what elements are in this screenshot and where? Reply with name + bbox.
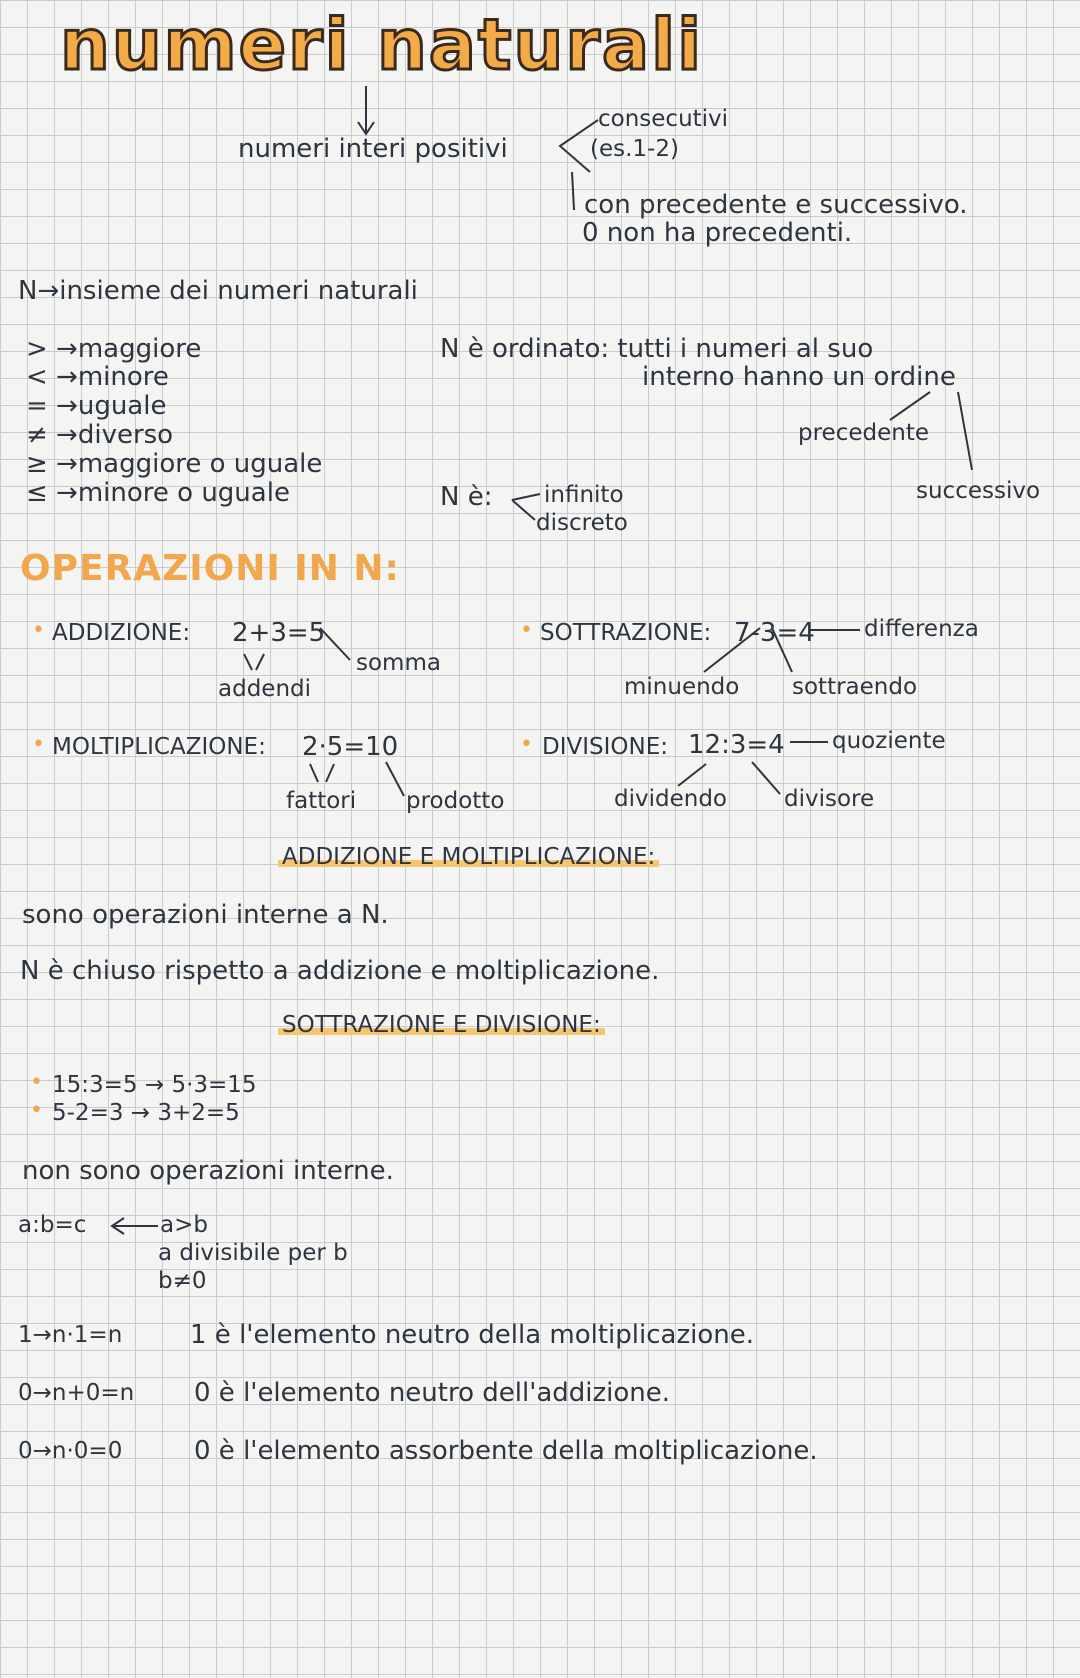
addition-terms: addendi	[218, 676, 312, 702]
bullet-dot: •	[32, 732, 45, 757]
condition-item: b≠0	[158, 1268, 207, 1294]
property-formula: 0→n·0=0	[18, 1438, 123, 1464]
division-result: quoziente	[832, 728, 946, 754]
bullet-dot: •	[520, 732, 533, 757]
bullet-dot: •	[30, 1098, 43, 1123]
page-title: numeri naturali	[60, 4, 704, 86]
closed-statement: N è chiuso rispetto a addizione e moltiplicazione.	[20, 956, 660, 986]
subtraction-result: differenza	[864, 616, 979, 642]
example-item: 15:3=5 → 5·3=15	[52, 1072, 257, 1098]
bullet-dot: •	[32, 618, 45, 643]
condition-item: a divisibile per b	[158, 1240, 348, 1266]
bullet-dot: •	[30, 1070, 43, 1095]
addition-label: ADDIZIONE:	[52, 620, 191, 646]
property-text: 1 è l'elemento neutro della moltiplicazione.	[190, 1320, 754, 1350]
set-definition: N→insieme dei numeri naturali	[18, 276, 418, 306]
symbol-item: > →maggiore	[26, 334, 202, 364]
title-arrow	[358, 86, 374, 134]
bullet-dot: •	[520, 618, 533, 643]
intro-definition: numeri interi positivi	[238, 134, 508, 164]
intro-consecutive: consecutivi	[598, 106, 729, 132]
multiplication-expr: 2·5=10	[302, 732, 399, 762]
division-term1: dividendo	[614, 786, 727, 812]
internal-ops: sono operazioni interne a N.	[22, 900, 389, 930]
ordered-line2: interno hanno un ordine	[642, 362, 956, 392]
property-formula: 0→n+0=n	[18, 1380, 135, 1406]
property-formula: 1→n·1=n	[18, 1322, 123, 1348]
division-label: DIVISIONE:	[542, 734, 668, 760]
sub-div-heading: SOTTRAZIONE E DIVISIONE:	[278, 1012, 605, 1038]
ordered-line1: N è ordinato: tutti i numeri al suo	[440, 334, 874, 364]
condition-item: a>b	[160, 1212, 208, 1238]
operations-heading: OPERAZIONI IN N:	[20, 548, 400, 589]
multiplication-label: MOLTIPLICAZIONE:	[52, 734, 266, 760]
symbol-item: ≤ →minore o uguale	[26, 478, 290, 508]
addition-expr: 2+3=5	[232, 618, 326, 648]
infinite-label: N è:	[440, 482, 493, 512]
conditions-expr: a:b=c	[18, 1212, 87, 1238]
example-item: 5-2=3 → 3+2=5	[52, 1100, 240, 1126]
property-text: 0 è l'elemento assorbente della moltiplicazione.	[194, 1436, 818, 1466]
intro-example: (es.1-2)	[590, 136, 679, 162]
infinite-b: discreto	[536, 510, 628, 536]
division-term2: divisore	[784, 786, 875, 812]
addition-result: somma	[356, 650, 441, 676]
multiplication-terms: fattori	[286, 788, 357, 814]
subtraction-label: SOTTRAZIONE:	[540, 620, 712, 646]
multiplication-result: prodotto	[406, 788, 505, 814]
ordered-prev: precedente	[798, 420, 929, 446]
intro-zero: 0 non ha precedenti.	[582, 218, 853, 248]
symbol-item: < →minore	[26, 362, 169, 392]
symbol-item: = →uguale	[26, 391, 167, 421]
add-mult-heading: ADDIZIONE E MOLTIPLICAZIONE:	[278, 844, 659, 870]
not-internal: non sono operazioni interne.	[22, 1156, 394, 1186]
subtraction-term1: minuendo	[624, 674, 740, 700]
subtraction-term2: sottraendo	[792, 674, 918, 700]
division-expr: 12:3=4	[688, 730, 785, 760]
subtraction-expr: 7-3=4	[734, 618, 815, 648]
intro-prev-next: con precedente e successivo.	[584, 190, 968, 220]
infinite-a: infinito	[544, 482, 624, 508]
symbol-item: ≠ →diverso	[26, 420, 174, 450]
ordered-next: successivo	[916, 478, 1041, 504]
symbol-item: ≥ →maggiore o uguale	[26, 449, 323, 479]
property-text: 0 è l'elemento neutro dell'addizione.	[194, 1378, 671, 1408]
